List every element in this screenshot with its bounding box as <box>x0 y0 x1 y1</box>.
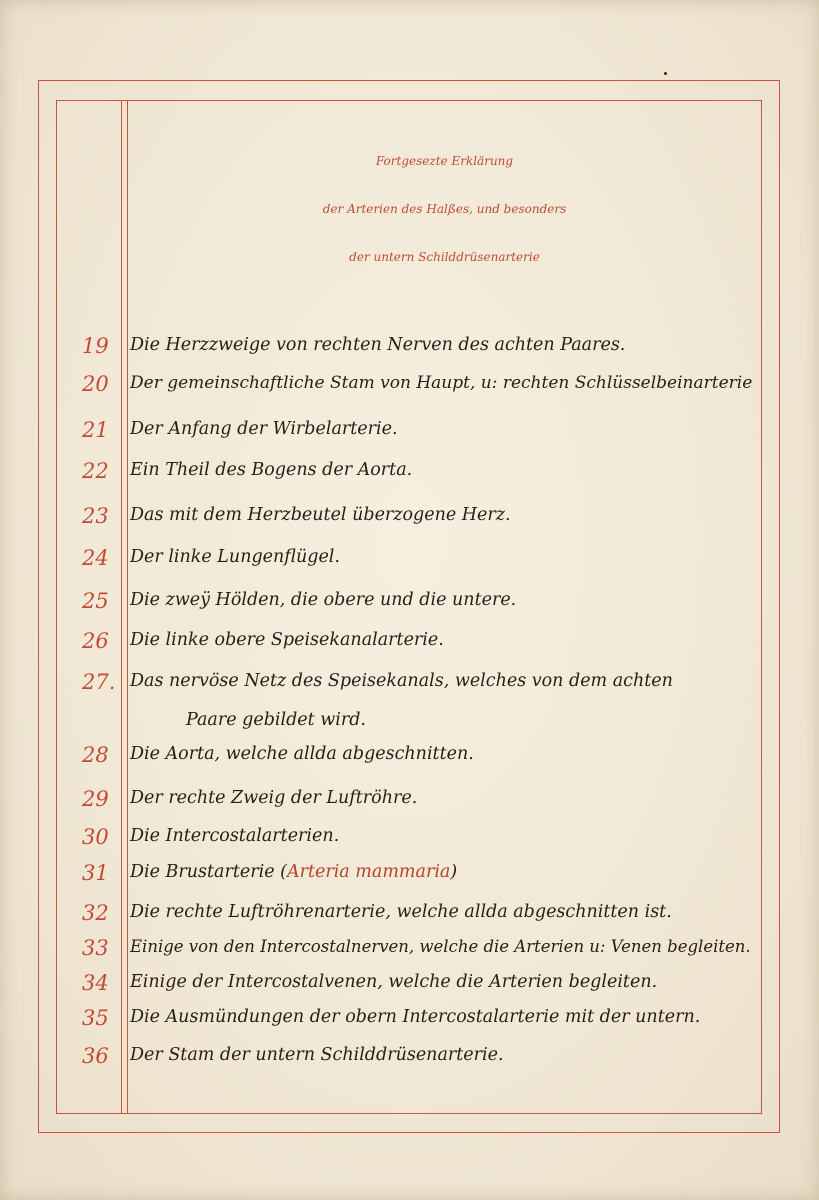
entry-number: 35 <box>82 1006 109 1030</box>
entry-number: 32 <box>82 901 109 925</box>
list-item <box>0 1036 819 1076</box>
latin-term: Arteria mammaria <box>286 862 451 882</box>
entry-text: Die linke obere Speisekanalarterie. <box>130 630 444 650</box>
entry-text: Die Intercostalarterien. <box>130 826 340 846</box>
list-item <box>0 496 819 536</box>
entry-text: Die Brustarterie ( <box>130 862 287 882</box>
list-item <box>0 893 819 933</box>
list-item <box>0 410 819 450</box>
title-line-3: der untern Schilddrüsenarterie <box>349 250 540 264</box>
entry-text: Ein Theil des Bogens der Aorta. <box>130 460 413 480</box>
entry-text: Der Stam der untern Schilddrüsenarterie. <box>130 1045 504 1065</box>
entry-text: Die Herzzweige von rechten Nerven des achten Paares. <box>130 335 626 355</box>
list-item <box>0 581 819 621</box>
entry-number: 23 <box>82 504 109 528</box>
ink-dot <box>664 72 667 75</box>
entry-text: Der gemeinschaftliche Stam von Haupt, u: rechten Schlüsselbeinarterie <box>130 373 753 393</box>
list-item <box>0 735 819 775</box>
entry-text: Das mit dem Herzbeutel überzogene Herz. <box>130 505 511 525</box>
entry-number: 28 <box>82 743 109 767</box>
entry-text-group <box>130 862 457 882</box>
entry-text-end: ) <box>450 862 458 882</box>
list-item <box>0 853 819 893</box>
entry-number: 34 <box>82 971 109 995</box>
entry-number: 26 <box>82 629 109 653</box>
page-title <box>127 138 762 280</box>
entry-text: Einige der Intercostalvenen, welche die Arterien begleiten. <box>130 972 658 992</box>
entry-text: Einige von den Intercostalnerven, welche die Arterien u: Venen begleiten. <box>130 937 751 956</box>
entry-continuation-text: Paare gebildet wird. <box>186 710 366 730</box>
list-item <box>0 998 819 1038</box>
entry-number: 20 <box>82 372 109 396</box>
title-line-2: der Arterien des Halßes, und besonders <box>322 202 567 216</box>
entry-text: Die Ausmündungen der obern Intercostalarterie mit der untern. <box>130 1007 701 1027</box>
entry-number: 31 <box>82 861 109 885</box>
entry-number: 21 <box>82 418 109 442</box>
list-item <box>0 451 819 491</box>
list-item <box>0 621 819 661</box>
list-item <box>0 326 819 366</box>
entry-text: Das nervöse Netz des Speisekanals, welches von dem achten <box>130 671 673 691</box>
entry-number: 36 <box>82 1044 109 1068</box>
list-item <box>0 928 819 968</box>
list-item <box>0 364 819 404</box>
entry-number: 22 <box>82 459 109 483</box>
list-item <box>0 538 819 578</box>
entry-text: Die zweÿ Hölden, die obere und die untere. <box>130 590 517 610</box>
list-item <box>0 963 819 1003</box>
entry-number: 29 <box>82 787 109 811</box>
list-item <box>0 779 819 819</box>
entry-text: Die rechte Luftröhrenarterie, welche allda abgeschnitten ist. <box>130 902 672 922</box>
list-item <box>0 817 819 857</box>
title-line-1: Fortgesezte Erklärung <box>375 154 514 168</box>
entry-text: Der rechte Zweig der Luftröhre. <box>130 788 418 808</box>
list-item <box>0 662 819 702</box>
entry-number: 25 <box>82 589 109 613</box>
entry-number: 33 <box>82 936 109 960</box>
entry-text: Der linke Lungenflügel. <box>130 547 340 567</box>
entry-number: 30 <box>82 825 109 849</box>
entry-number: 27. <box>82 670 116 694</box>
entry-number: 19 <box>82 334 109 358</box>
entry-number: 24 <box>82 546 109 570</box>
entry-text: Der Anfang der Wirbelarterie. <box>130 419 398 439</box>
entry-text: Die Aorta, welche allda abgeschnitten. <box>130 744 474 764</box>
